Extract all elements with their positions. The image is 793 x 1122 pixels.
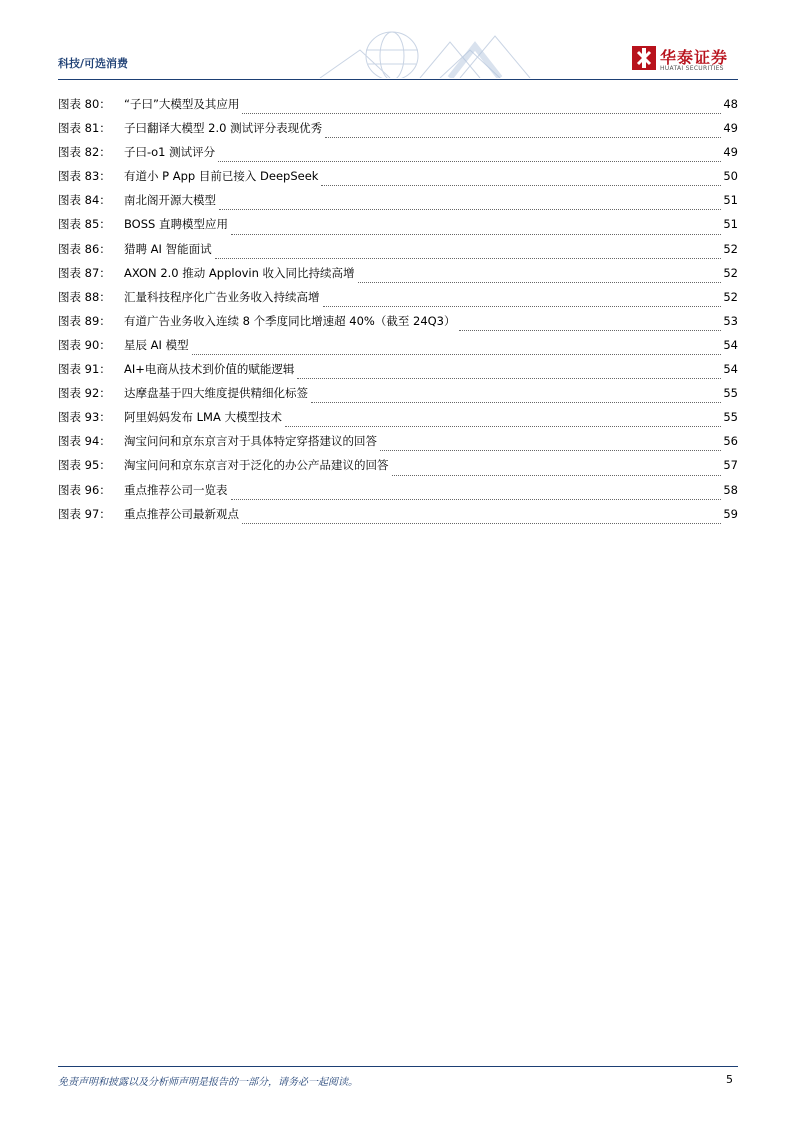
toc-entry-page-number[interactable]: 52 [723,241,738,256]
logo-text-en: HUATAI SECURITIES [660,65,724,72]
toc-entry-figure-number: 图表 80： [58,97,111,111]
toc-entry-page-number[interactable]: 54 [723,362,738,377]
toc-entry-leader-dots [192,353,722,355]
toc-entry-leader-dots [231,498,722,500]
toc-entry[interactable] [58,313,738,337]
toc-entry-figure-number: 图表 92： [58,386,111,401]
huatai-logo-mark-icon [632,46,656,70]
toc-entry-title[interactable]: BOSS 直聘模型应用 [124,217,228,232]
toc-entry[interactable] [58,433,738,457]
toc-entry-page-number[interactable]: 53 [723,313,738,328]
toc-entry[interactable] [58,144,738,168]
toc-entry-figure-number: 图表 94： [58,434,111,449]
toc-entry-title[interactable]: 达摩盘基于四大维度提供精细化标签 [124,386,308,401]
table-of-figures [58,96,738,530]
toc-entry-leader-dots [242,112,721,114]
toc-entry-title[interactable]: 阿里妈妈发布 LMA 大模型技术 [124,410,283,425]
header-decoration-globe-icon [300,20,540,78]
toc-entry[interactable] [58,361,738,385]
toc-entry[interactable] [58,409,738,433]
toc-entry-title[interactable]: 子曰翻译大模型 2.0 测试评分表现优秀 [124,121,323,136]
toc-entry-page-number[interactable]: 54 [723,337,738,352]
toc-entry-figure-number: 图表 82： [58,145,111,160]
toc-entry-leader-dots [285,425,721,427]
toc-entry[interactable] [58,482,738,506]
toc-entry-figure-number: 图表 84： [58,193,111,208]
toc-entry-figure-number: 图表 97： [58,506,111,521]
toc-entry-title[interactable]: 南北阁开源大模型 [124,193,216,208]
toc-entry-title[interactable]: AXON 2.0 推动 Applovin 收入同比持续高增 [124,265,355,280]
toc-entry-leader-dots [242,522,721,524]
toc-entry-figure-number: 图表 95： [58,458,111,473]
toc-entry[interactable] [58,241,738,265]
toc-entry-page-number[interactable]: 51 [723,217,738,232]
toc-entry-figure-number: 图表 93： [58,410,111,425]
toc-entry[interactable] [58,337,738,361]
toc-entry[interactable] [58,265,738,289]
toc-entry-figure-number: 图表 91： [58,362,111,377]
toc-entry-figure-number: 图表 96： [58,482,111,497]
toc-entry-leader-dots [358,281,722,283]
toc-entry-leader-dots [215,257,722,259]
toc-entry-title[interactable]: 重点推荐公司一览表 [124,482,228,497]
toc-entry-leader-dots [231,233,721,235]
toc-entry-figure-number: 图表 81： [58,121,111,136]
toc-entry-page-number[interactable]: 56 [723,434,738,449]
toc-entry-leader-dots [323,305,722,307]
toc-entry-title[interactable]: 淘宝问问和京东京言对于具体特定穿搭建议的回答 [124,434,377,449]
toc-entry-page-number[interactable]: 48 [723,97,738,111]
toc-entry-figure-number: 图表 87： [58,265,111,280]
toc-entry-leader-dots [325,136,721,138]
toc-entry-leader-dots [392,474,722,476]
toc-entry[interactable] [58,385,738,409]
toc-entry-page-number[interactable]: 52 [723,265,738,280]
toc-entry-title[interactable]: 重点推荐公司最新观点 [124,506,239,521]
toc-entry-page-number[interactable]: 51 [723,193,738,208]
toc-entry-leader-dots [380,449,721,451]
toc-entry[interactable] [58,168,738,192]
toc-entry[interactable] [58,216,738,240]
toc-entry-title[interactable]: 猎聘 AI 智能面试 [124,241,212,256]
toc-entry[interactable] [58,289,738,313]
toc-entry[interactable] [58,120,738,144]
toc-entry-page-number[interactable]: 55 [723,410,738,425]
footer-disclaimer: 免责声明和披露以及分析师声明是报告的一部分，请务必一起阅读。 [58,1077,358,1088]
toc-entry-title[interactable]: “子曰”大模型及其应用 [124,97,240,111]
toc-entry[interactable] [58,506,738,530]
huatai-securities-logo [632,45,740,75]
toc-entry-title[interactable]: 汇量科技程序化广告业务收入持续高增 [124,289,320,304]
toc-entry-leader-dots [297,377,721,379]
toc-entry-title[interactable]: 星辰 AI 模型 [124,337,189,352]
toc-entry-page-number[interactable]: 50 [723,169,738,184]
toc-entry-title[interactable]: 有道小 P App 目前已接入 DeepSeek [124,169,319,184]
toc-entry-page-number[interactable]: 59 [723,506,738,521]
toc-entry-figure-number: 图表 85： [58,217,111,232]
toc-entry-figure-number: 图表 89： [58,313,111,328]
page-number: 5 [726,1073,733,1086]
toc-entry-figure-number: 图表 86： [58,241,111,256]
toc-entry-page-number[interactable]: 49 [723,121,738,136]
toc-entry-page-number[interactable]: 57 [723,458,738,473]
toc-entry-figure-number: 图表 88： [58,289,111,304]
toc-entry-title[interactable]: 淘宝问问和京东京言对于泛化的办公产品建议的回答 [124,458,389,473]
toc-entry-page-number[interactable]: 55 [723,386,738,401]
toc-entry-leader-dots [321,184,721,186]
toc-entry-page-number[interactable]: 49 [723,145,738,160]
toc-entry-title[interactable]: 子曰-o1 测试评分 [124,145,216,160]
toc-entry[interactable] [58,96,738,120]
footer-divider [58,1066,738,1067]
toc-entry-page-number[interactable]: 52 [723,289,738,304]
section-label: 科技/可选消费 [58,57,129,70]
toc-entry[interactable] [58,457,738,481]
toc-entry-leader-dots [219,208,721,210]
toc-entry-figure-number: 图表 83： [58,169,111,184]
toc-entry-leader-dots [218,160,721,162]
logo-text-cn: 华泰证券 [660,48,729,67]
toc-entry-title[interactable]: 有道广告业务收入连续 8 个季度同比增速超 40%（截至 24Q3） [124,313,456,328]
toc-entry-figure-number: 图表 90： [58,337,111,352]
header-divider [58,79,738,80]
toc-entry-title[interactable]: AI+电商从技术到价值的赋能逻辑 [124,362,295,377]
toc-entry-leader-dots [311,401,721,403]
toc-entry-leader-dots [459,329,722,331]
toc-entry-page-number[interactable]: 58 [723,482,738,497]
toc-entry[interactable] [58,192,738,216]
